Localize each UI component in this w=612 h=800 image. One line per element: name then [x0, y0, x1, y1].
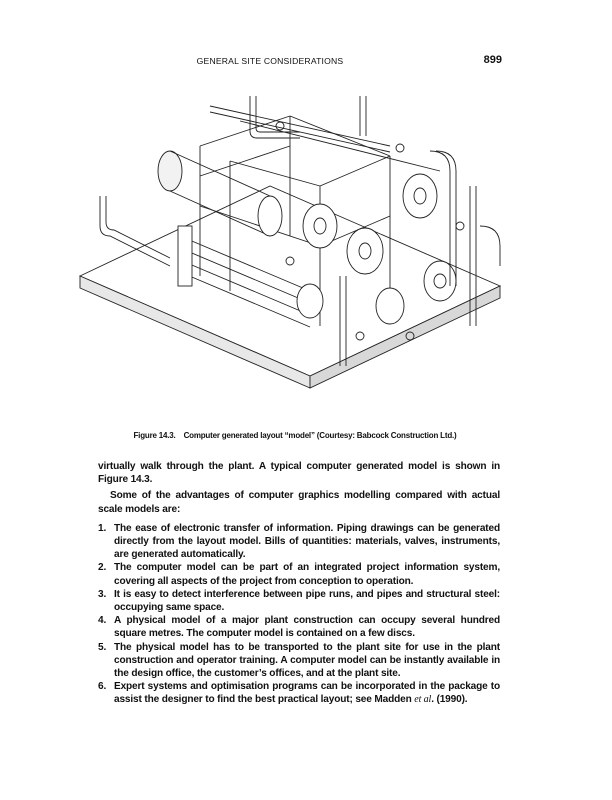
vessel-5 — [376, 288, 404, 324]
list-item: 3. It is easy to detect interference between pipe runs, and pipes and structural steel: occupying same space. — [98, 588, 500, 614]
running-header-title: GENERAL SITE CONSIDERATIONS — [196, 56, 344, 66]
body-text — [98, 460, 500, 707]
paragraph-1: virtually walk through the plant. A typical computer generated model is shown in Figure 14.3. — [98, 461, 500, 486]
paragraph-2: Some of the advantages of computer graphics modelling compared with actual scale models are: — [98, 490, 500, 515]
list-item: 4. A physical model of a major plant construction can occupy several hundred square metres. The computer model is contained on a few discs. — [98, 615, 500, 640]
figure-caption-text: Computer generated layout “model” (Courtesy: Babcock Construction Ltd.) — [183, 431, 457, 440]
list-item: 5. The physical model has to be transported to the plant site for use in the plant construction and operator training. A computer model can be instantly available in the design office, the customer’s offices, and at the plant site. — [98, 641, 500, 680]
plant-model-drawing — [60, 76, 520, 416]
page-number: 899 — [483, 54, 502, 66]
vessel-4 — [424, 261, 456, 301]
figure-plant-layout-model — [60, 76, 520, 416]
advantages-list — [98, 522, 500, 707]
figure-label: Figure 14.3. — [133, 431, 176, 440]
et-al-citation: et al — [414, 694, 432, 706]
list-item: 1. The ease of electronic transfer of information. Piping drawings can be generated directly from the layout model. Bills of quantities: materials, valves, instruments, are generated automatically. — [98, 522, 500, 561]
vessel-3 — [403, 174, 437, 218]
vessel-2 — [347, 228, 383, 274]
list-item: 2. The computer model can be part of an integrated project information system, covering all aspects of the project from conception to operation. — [98, 562, 500, 587]
figure-caption — [0, 431, 590, 440]
vessel-1 — [303, 204, 337, 248]
list-item: 6. Expert systems and optimisation programs can be incorporated in the package to assist the designer to find the best practical layout; see Madden et al. (1990). — [98, 681, 500, 706]
vessel-6 — [297, 284, 323, 318]
